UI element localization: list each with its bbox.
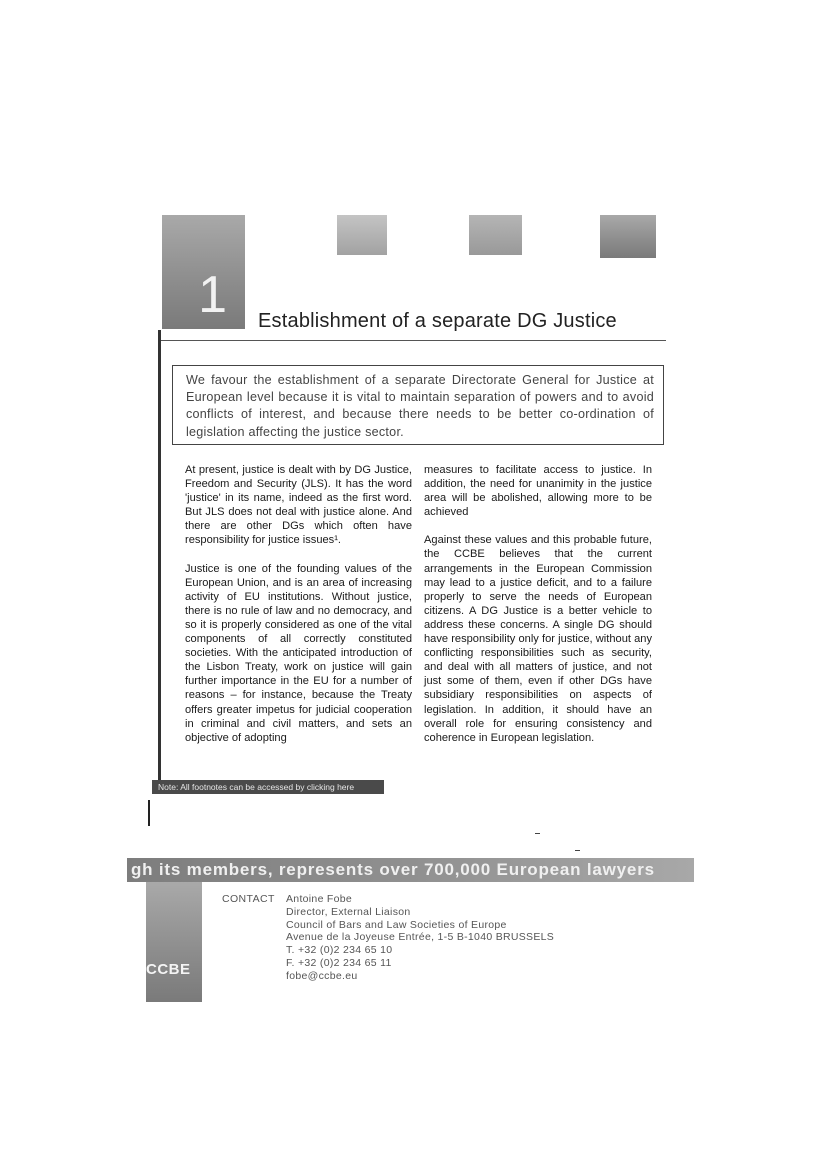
contact-details [286,893,554,983]
section-title: Establishment of a separate DG Justice [258,310,617,332]
section-number: 1 [198,266,227,324]
body-column-left [185,463,412,759]
margin-rule [158,330,161,780]
section-number-block [162,215,245,329]
margin-rule [148,800,150,826]
decorative-block [337,215,387,255]
logo-block [146,882,202,1002]
decorative-block [600,215,656,258]
divider [160,340,666,341]
paragraph: At present, justice is dealt with by DG Justice, Freedom and Security (JLS). It has the word 'justice' in its name, indeed as the first word. But JLS does not deal with justice alone. And there are other DGs which often have responsibility for justice issues¹. [185,464,412,547]
summary-text: We favour the establishment of a separate Directorate General for Justice at European level because it is vital to maintain separation of powers and to avoid conflicts of interest, and because there needs to be better co-ordination of legislation affecting the justice sector. [186,373,654,439]
contact-label: CONTACT [222,893,275,905]
paragraph: Justice is one of the founding values of the European Union, and is an area of increasing activity of EU institutions. Without justice, there is no rule of law and no democracy, and so it is properly considered as one of the vital components of all correctly constituted societies. With the anticipated introduction of the Lisbon Treaty, work on justice will gain further importance in the EU for a number of reasons – for instance, because the Treaty offers greater impetus for judicial cooperation in criminal and civil matters, and sets an objective of adopting [185,562,412,744]
paragraph: Against these values and this probable future, the CCBE believes that the current arrangements in the European Commission may lead to a justice deficit, and to a failure properly to serve the needs of European citizens. A DG Justice is a better vehicle to address these concerns. A single DG should have responsibility only for justice, without any conflicting responsibilities such as security, and deal with all matters of justice, and not just some of them, even if other DGs have subsidiary responsibilities on aspects of legislation. In addition, it should have an overall role for ensuring consistency and coherence in European legislation. [424,534,652,744]
scan-artifact [575,850,580,851]
contact-role: Director, External Liaison [286,905,411,918]
paragraph: measures to facilitate access to justice. In addition, the need for unanimity in the justice area will be abolished, allowing more to be achieved [424,464,652,519]
contact-organisation: Council of Bars and Law Societies of Europe [286,918,507,931]
banner: gh its members, represents over 700,000 European lawyers [127,858,694,882]
ccbe-logo: CCBE [146,961,191,978]
contact-address: Avenue de la Joyeuse Entrée, 1-5 B-1040 BRUSSELS [286,931,555,944]
contact-name: Antoine Fobe [286,893,353,905]
contact-fax: F. +32 (0)2 234 65 11 [286,956,392,969]
contact-phone: T. +32 (0)2 234 65 10 [286,944,393,957]
scan-artifact [535,833,540,834]
decorative-block [469,215,522,255]
contact-email[interactable]: fobe@ccbe.eu [286,969,358,982]
body-column-right [424,463,652,759]
footnotes-link[interactable]: Note: All footnotes can be accessed by clicking here [152,780,384,794]
